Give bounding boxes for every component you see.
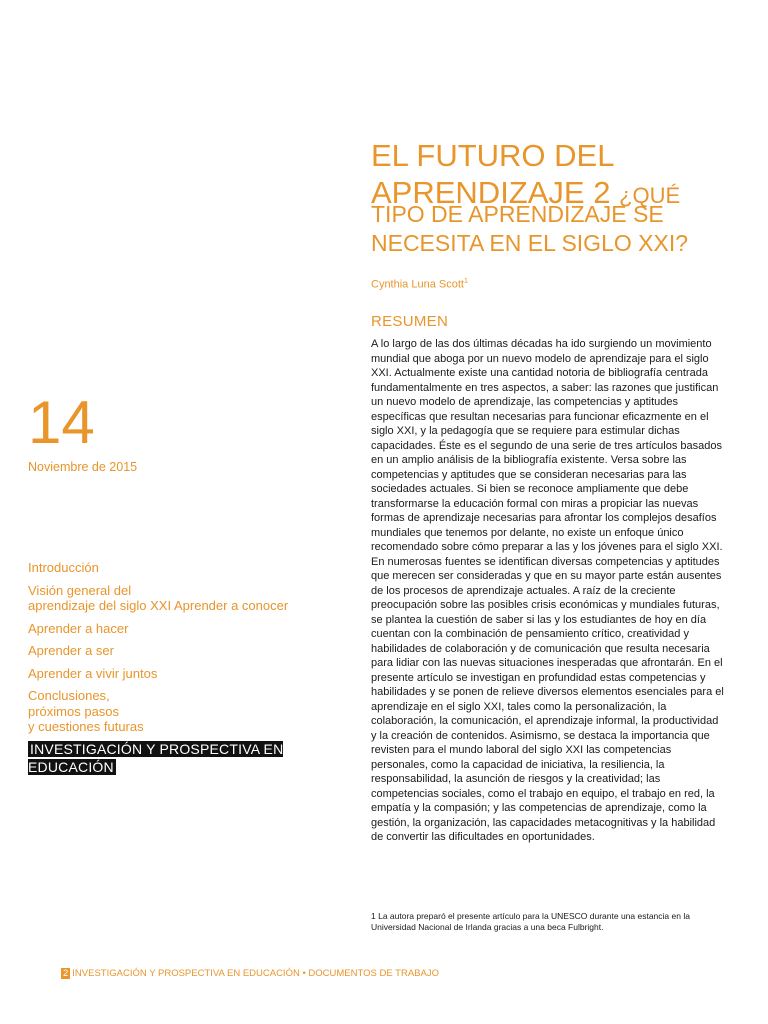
toc-item-aprender-ser[interactable]: Aprender a ser [28,643,114,658]
footnote: 1 La autora preparó el presente artículo para la UNESCO durante una estancia en la Universidad Nacional de Irlanda gracias a una beca Fulbright. [371,911,690,932]
table-of-contents [28,560,338,735]
issue-number: 14 [28,389,95,456]
toc-item-conclusiones[interactable]: Conclusiones, próximos pasos y cuestiones futuras [28,688,144,734]
series-label-text: INVESTIGACIÓN Y PROSPECTIVA EN EDUCACIÓN [28,741,284,775]
article-title-small: ¿QUÉ [619,182,681,208]
section-heading: RESUMEN [371,313,449,330]
article-title-main: EL FUTURO DEL APRENDIZAJE 2 [371,137,614,210]
toc-item-aprender-hacer[interactable]: Aprender a hacer [28,620,129,636]
author-line [371,278,468,291]
page-number: 2 [63,968,69,979]
toc-item-introduccion[interactable]: Introducción [28,560,99,575]
series-label [28,740,328,776]
abstract-text: A lo largo de las dos últimas décadas ha ido surgiendo un movimiento mundial que aboga por un nuevo modelo de aprendizaje para el siglo XXI. Actualmente existe una cantidad notoria de bibliografía centrada fundamentalmente en tres aspectos, a saber: las razones que justifican un nuevo modelo de aprendizaje, las competencias y aptitudes específicas que resultan necesarias para funcionar eficazmente en el siglo XXI, y la pedagogía que se requiere para estimular dichas capacidades. Éste es el segundo de una serie de tres artículos basados en un amplio análisis de la bibliografía existente. Versa sobre las competencias y aptitudes que se consideran necesarias para las sociedades actuales. Si bien se reconoce ampliamente que debe transformarse la educación formal con miras a propiciar las nuevas formas de aprendizaje necesarias para afrontar los complejos desafíos mundiales que tenemos por delante, no existe un enfoque único recomendado sobre cómo preparar a las y los jóvenes para el siglo XXI. En numerosas fuentes se identifican diversas competencias y aptitudes que merecen ser consideradas y que en su mayor parte están ausentes de los procesos de aprendizaje actuales. A raíz de la creciente preocupación sobre las posibles crisis económicas y mundiales futuras, se plantea la cuestión de saber si las y los estudiantes de hoy en día cuentan con la combinación de pensamiento crítico, creatividad y habilidades de colaboración y de comunicación que resulta necesaria para lidiar con las nuevas situaciones inesperadas que afrontarán. En el presente artículo se investigan en profundidad estas competencias y habilidades y se ponen de relieve diversos elementos esenciales para el aprendizaje en el siglo XXI, tales como la personalización, la colaboración, la comunicación, el aprendizaje informal, la productividad y la creación de contenidos. Asimismo, se destaca la importancia que revisten para el mundo laboral del siglo XXI las competencias personales, como la capacidad de iniciativa, la resiliencia, la responsabilidad, la asunción de riesgos y la creatividad; las competencias sociales, como el trabajo en equipo, el trabajo en red, la empatía y la compasión; y las competencias de aprendizaje, como la gestión, la organización, las capacidades metacognitivas y la habilidad de convertir las dificultades en oportunidades. [371,338,724,843]
toc-item-vision-general[interactable]: Visión general del aprendizaje del siglo XXI Aprender a conocer [28,582,289,613]
author-footnote-marker: 1 [463,278,468,285]
footer-text: INVESTIGACIÓN Y PROSPECTIVA EN EDUCACIÓN • DOCUMENTOS DE TRABAJO [72,968,439,979]
issue-date: Noviembre de 2015 [28,460,138,474]
author-name: Cynthia Luna Scott [371,278,464,291]
article-title-rest: TIPO DE APRENDIZAJE SE NECESITA EN EL SIGLO XXI? [371,201,689,256]
page-footer [61,968,439,979]
toc-item-aprender-vivir[interactable]: Aprender a vivir juntos [28,665,158,681]
